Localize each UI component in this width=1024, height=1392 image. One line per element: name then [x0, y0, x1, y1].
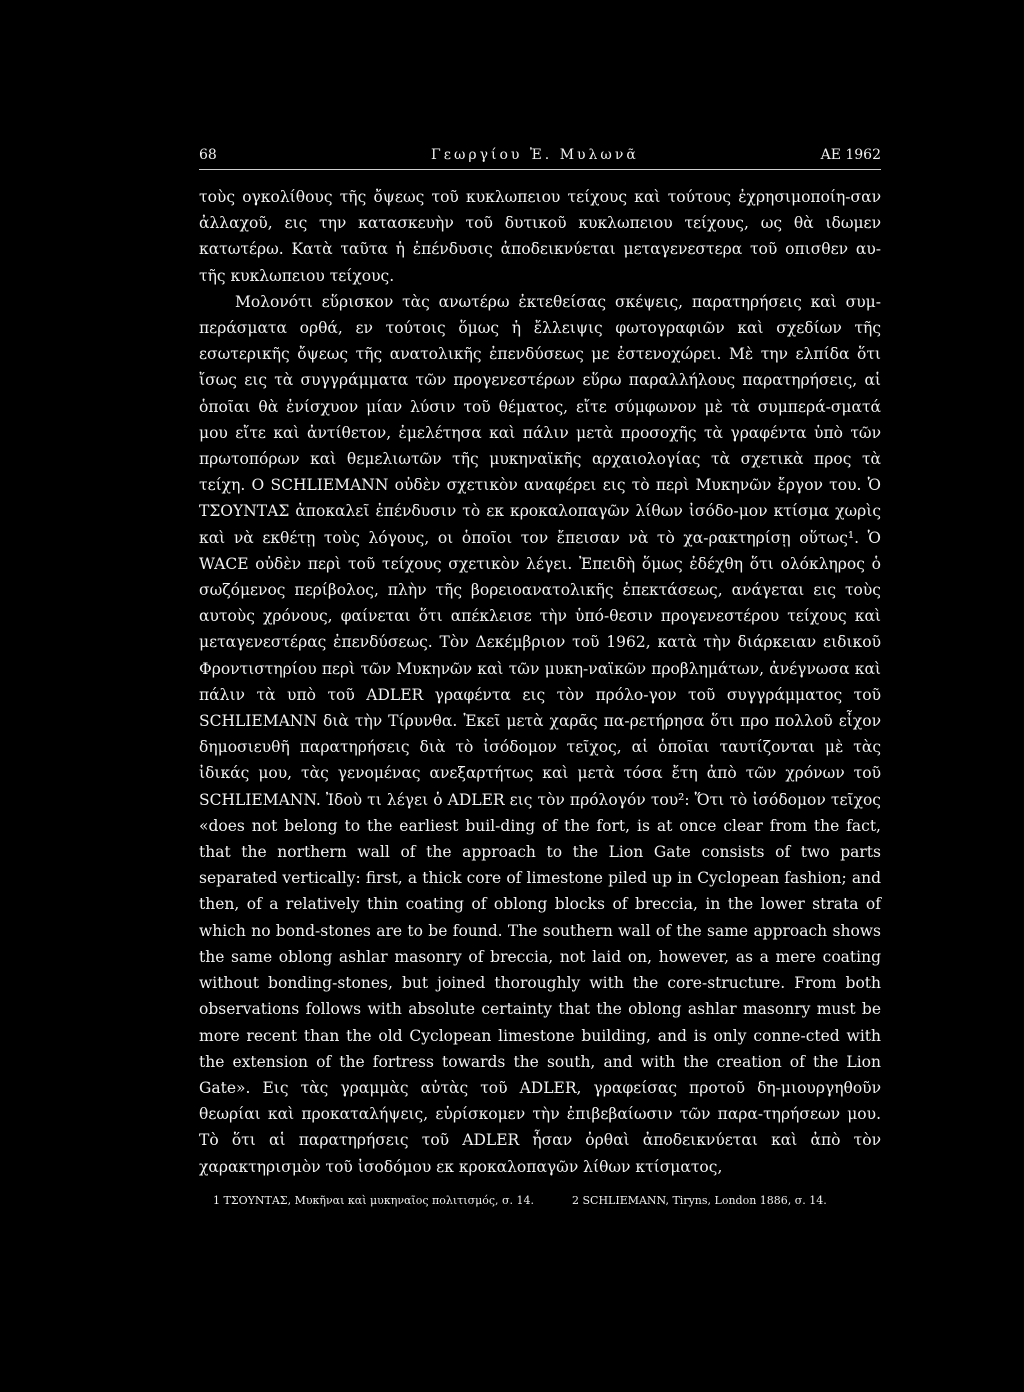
paragraph-2: Μολονότι εὕρισκον τὰς ανωτέρω ἐκτεθείσας σκέψεις, παρατηρήσεις καὶ συμ-περάσματα ορθά, εν τούτοις ὅμως ἡ ἔλλειψις φωτογραφιῶν καὶ σχεδίων τῆς εσωτερικῆς ὄψεως τῆς ανατολικῆς ἐπενδύσεως με ἐστενοχώρει. Μὲ την ελπίδα ὅτι ἴσως εις τὰ συγγράμματα τῶν προγενεστέρων εὕρω παραλλήλους παρατηρήσεις, αἱ ὁποῖαι θὰ ἐνίσχυον μίαν λύσιν τοῦ θέματος, εἴτε σύμφωνον μὲ τὰ συμπερά-σματά μου εἴτε καὶ ἀντίθετον, ἐμελέτησα καὶ πάλιν μετὰ προσοχῆς τὰ γραφέντα ὑπὸ τῶν πρωτοπόρων καὶ θεμελιωτῶν τῆς μυκηναϊκῆς αρχαιολογίας τὰ σχετικὰ προς τὰ τείχη. Ο SCHLIEMANN οὐδὲν σχετικὸν αναφέρει εις τὸ περὶ Μυκηνῶν ἔργον του. Ὁ ΤΣΟΥΝΤΑΣ ἀποκαλεῖ ἐπένδυσιν τὸ εκ κροκαλοπαγῶν λίθων ἰσόδο-μον κτίσμα χωρὶς καὶ νὰ εκθέτῃ τοὺς λόγους, οι ὁποῖοι τον ἔπεισαν νὰ τὸ χα-ρακτηρίσῃ οὕτως¹. Ὁ WACE οὐδὲν περὶ τοῦ τείχους σχετικὸν λέγει. Ἐπειδὴ ὅμως ἐδέχθη ὅτι ολόκληρος ὁ σωζόμενος περίβολος, πλὴν τῆς βορειοανατολικῆς ἐπεκτάσεως, ανάγεται εις τοὺς αυτοὺς χρόνους, φαίνεται ὅτι απέκλεισε τὴν ὑπό-θεσιν προγενεστέρου τείχους καὶ μεταγενεστέρας ἐπενδύσεως. Τὸν Δεκέμβριον τοῦ 1962, κατὰ τὴν διάρκειαν ειδικοῦ Φροντιστηρίου περὶ τῶν Μυκηνῶν καὶ τῶν μυκη-ναϊκῶν προβλημάτων, ἀνέγνωσα καὶ πάλιν τὰ υπὸ τοῦ ADLER γραφέντα εις τὸν πρόλο-γον τοῦ συγγράμματος τοῦ SCHLIEMANN διὰ τὴν Τίρυνθα. Ἐκεῖ μετὰ χαρᾶς πα-ρετήρησα ὅτι προ πολλοῦ εἶχον δημοσιευθῆ παρατηρήσεις διὰ τὸ ἰσόδομον τεῖχος, αἱ ὁποῖαι ταυτίζονται μὲ τὰς ἰδικάς μου, τὰς γενομένας ανεξαρτήτως καὶ μετὰ τόσα ἔτη ἀπὸ τῶν χρόνων τοῦ SCHLIEMANN. Ἰδοὺ τι λέγει ὁ ADLER εις τὸν πρόλογόν του²: Ὅτι τὸ ἰσόδομον τεῖχος «does not belong to the earliest buil-ding of the fort, is at once clear from the fact, that the northern wall of the approach to the Lion Gate consists of two parts separated vertically: first, a thick core of limestone piled up in Cyclopean fashion; and then, of a relatively thin coating of oblong blocks of breccia, in the lower strata of which no bond-stones are to be found. The southern wall of the same approach shows the same oblong ashlar masonry of breccia, not laid on, however, as a mere coating without bonding-stones, but joined thoroughly with the core-structure. From both observations follows with absolute certainty that the oblong ashlar masonry must be more recent than the old Cyclopean limestone building, and is only conne-cted with the extension of the fortress towards the south, and with the creation of the Lion Gate». Εις τὰς γραμμὰς αὐτὰς τοῦ ADLER, γραφείσας προτοῦ δη-μιουργηθοῦν θεωρίαι καὶ προκαταλήψεις, εὑρίσκομεν τὴν ἐπιβεβαίωσιν τῶν παρα-τηρήσεων μου. Τὸ ὅτι αἱ παρατηρήσεις τοῦ ADLER ἦσαν ὀρθαὶ ἀποδεικνύεται καὶ ἀπὸ τὸν χαρακτηρισμὸν τοῦ ἰσοδόμου εκ κροκαλοπαγῶν λίθων κτίσματος,	[199, 292, 881, 1176]
running-head	[199, 140, 881, 170]
header-rule	[199, 169, 881, 170]
journal-page	[199, 140, 881, 1209]
article-body	[199, 184, 881, 1180]
paragraph-1: τοὺς ογκολίθους τῆς ὄψεως τοῦ κυκλωπειου τείχους καὶ τούτους ἐχρησιμοποίη-σαν ἀλλαχοῦ, εις την κατασκευὴν τοῦ δυτικοῦ κυκλωπειου τείχους, ως θὰ ιδωμεν κατωτέρω. Κατὰ ταῦτα ἡ ἐπένδυσις ἀποδεικνύεται μεταγενεστερα τοῦ οπισθεν αυ-τῆς κυκλωπειου τείχους.	[199, 188, 881, 285]
running-head-journal: ΑΕ 1962	[820, 147, 881, 163]
footnote-1: 1 ΤΣΟΥΝΤΑΣ, Μυκῆναι καὶ μυκηναῖος πολιτισμός, σ. 14.	[213, 1193, 534, 1207]
footnote-2: 2 SCHLIEMANN, Tiryns, London 1886, σ. 14.	[572, 1193, 827, 1207]
running-head-author: Γεωργίου Ἐ. Μυλωνᾶ	[431, 147, 639, 163]
footnotes	[199, 1192, 881, 1209]
page-number: 68	[199, 147, 217, 163]
